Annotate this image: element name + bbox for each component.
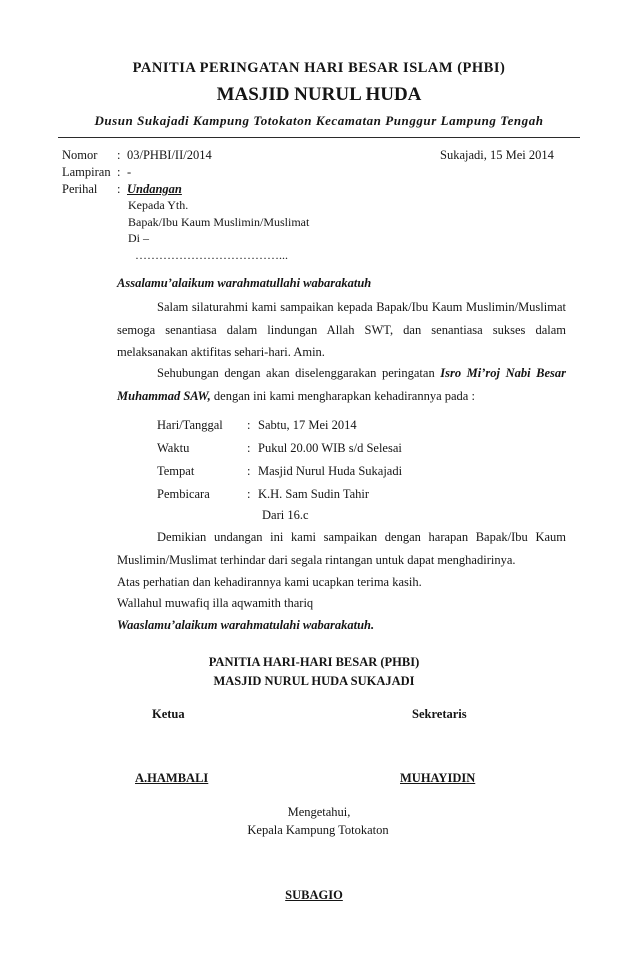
detail-label-speaker: Pembicara [157, 487, 210, 501]
paragraph-3-line-1: Demikian undangan ini kami sampaikan dengan harapan Bapak/Ibu Kaum [157, 530, 566, 544]
recipient-line-1: Kepada Yth. [128, 198, 189, 212]
paragraph-2-line-2 [117, 388, 475, 404]
perihal-value: Undangan [127, 182, 182, 196]
perihal-label: Perihal [62, 182, 98, 196]
mosque-address: Dusun Sukajadi Kampung Totokaton Kecamatan Punggur Lampung Tengah [94, 113, 544, 128]
chair-name: A.HAMBALI [135, 771, 209, 785]
committee-place: MASJID NURUL HUDA SUKAJADI [213, 674, 415, 688]
paragraph-2-line-1 [157, 365, 566, 381]
recipient-line-2: Bapak/Ibu Kaum Muslimin/Muslimat [128, 215, 310, 229]
secretary-title: Sekretaris [412, 707, 467, 721]
closing-greeting: Waaslamu’alaikum warahmatulahi wabarakatuh. [117, 618, 375, 632]
detail-label-date: Hari/Tanggal [157, 418, 223, 432]
recipient-line-4: ………………………………... [135, 248, 288, 262]
secretary-name: MUHAYIDIN [400, 771, 476, 785]
detail-colon-place: : [247, 464, 251, 478]
nomor-label: Nomor [62, 148, 98, 162]
village-head-name: SUBAGIO [285, 888, 343, 902]
closing-phrase: Wallahul muwafiq illa aqwamith thariq [117, 596, 314, 610]
detail-colon-time: : [247, 441, 251, 455]
detail-value-speaker: K.H. Sam Sudin Tahir [258, 487, 370, 501]
lampiran-value: - [127, 165, 132, 179]
opening-greeting: Assalamu’alaikum warahmatullahi wabarakatuh [117, 276, 372, 290]
committee-name: PANITIA HARI-HARI BESAR (PHBI) [208, 655, 420, 669]
detail-label-time: Waktu [157, 441, 190, 455]
paragraph-3-line-2: Muslimin/Muslimat terhindar dari segala rintangan untuk dapat menghadirinya. [117, 553, 516, 567]
detail-colon-speaker: : [247, 487, 251, 501]
lampiran-colon: : [117, 165, 121, 179]
detail-value-place: Masjid Nurul Huda Sukajadi [258, 464, 403, 478]
lampiran-label: Lampiran [62, 165, 111, 179]
village-head-title: Kepala Kampung Totokaton [247, 823, 389, 837]
paragraph-2-line-2-text: dengan ini kami mengharapkan kehadirannya pada : [213, 389, 475, 403]
recipient-line-3: Di – [128, 231, 149, 245]
paragraph-1-line-1: Salam silaturahmi kami sampaikan kepada Bapak/Ibu Kaum Muslimin/Muslimat [157, 300, 566, 314]
detail-value-date: Sabtu, 17 Mei 2014 [258, 418, 357, 432]
perihal-colon: : [117, 182, 121, 196]
letterhead-divider [58, 137, 580, 138]
detail-label-place: Tempat [157, 464, 195, 478]
nomor-colon: : [117, 148, 121, 162]
organization-name: PANITIA PERINGATAN HARI BESAR ISLAM (PHBI) [132, 60, 506, 76]
speaker-origin: Dari 16.c [262, 508, 309, 522]
event-name-continued: Muhammad SAW, [117, 389, 211, 403]
mosque-name: MASJID NURUL HUDA [216, 84, 422, 105]
paragraph-1-line-3: melaksanakan aktifitas sehari-hari. Amin. [117, 345, 325, 359]
nomor-value: 03/PHBI/II/2014 [127, 148, 212, 162]
chair-title: Ketua [152, 707, 185, 721]
place-date: Sukajadi, 15 Mei 2014 [440, 148, 554, 162]
detail-colon-date: : [247, 418, 251, 432]
acknowledged-label: Mengetahui, [287, 805, 351, 819]
thanks-line: Atas perhatian dan kehadirannya kami ucapkan terima kasih. [117, 575, 422, 589]
event-name: Isro Mi’roj Nabi Besar [440, 366, 566, 380]
paragraph-1-line-2: semoga senantiasa dalam lindungan Allah SWT, dan senantiasa sukses dalam [117, 323, 566, 337]
detail-value-time: Pukul 20.00 WIB s/d Selesai [258, 441, 402, 455]
paragraph-2-line-1-text: Sehubungan dengan akan diselenggarakan peringatan [157, 366, 435, 380]
